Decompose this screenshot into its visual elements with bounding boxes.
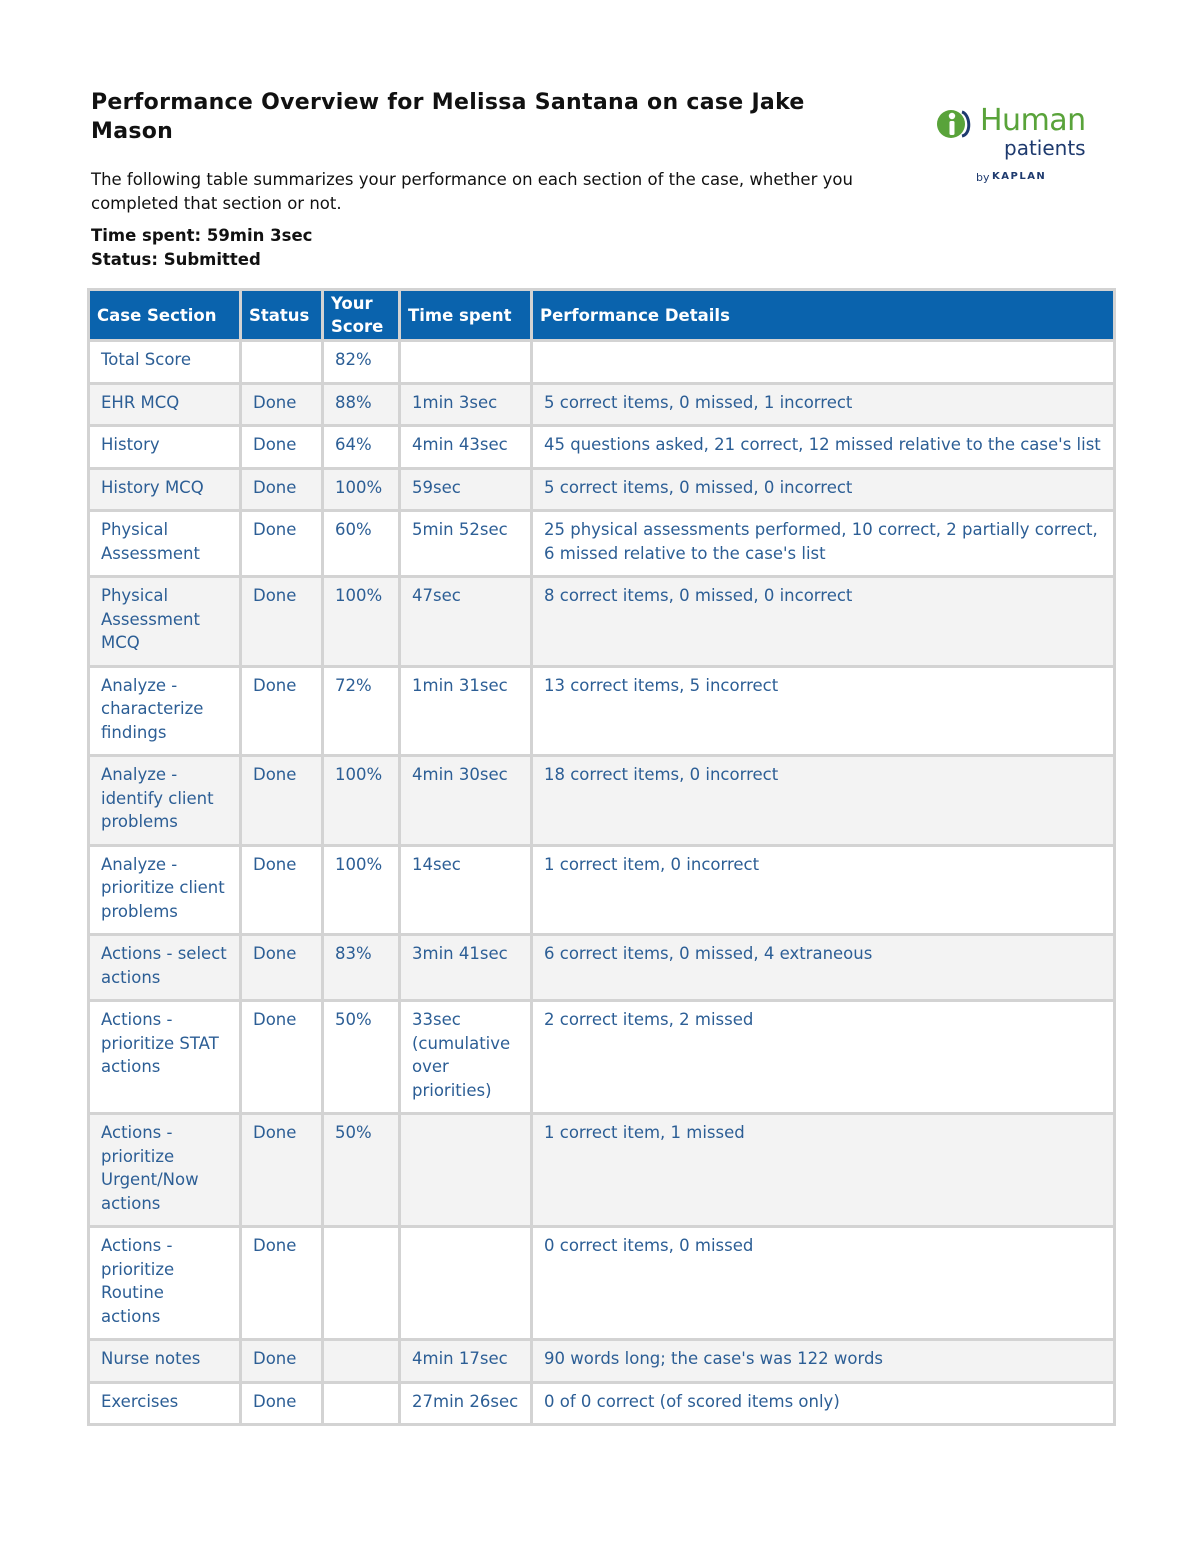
status-summary: Status: Submitted — [91, 250, 261, 269]
cell-details: 18 correct items, 0 incorrect — [532, 756, 1115, 846]
table-row — [89, 426, 1115, 469]
table-row — [89, 383, 1115, 426]
cell-score: 83% — [323, 935, 400, 1001]
cell-case-section: Analyze - identify client problems — [89, 756, 241, 846]
cell-time-spent — [400, 1114, 532, 1227]
logo-partner-text: KAPLAN — [992, 171, 1047, 182]
logo-by-text: by — [976, 171, 990, 184]
cell-status: Done — [241, 1114, 323, 1227]
cell-time-spent — [400, 341, 532, 384]
cell-case-section: Actions - prioritize Routine actions — [89, 1227, 241, 1340]
cell-details — [532, 341, 1115, 384]
cell-time-spent: 27min 26sec — [400, 1382, 532, 1425]
cell-status: Done — [241, 468, 323, 511]
cell-details: 0 correct items, 0 missed — [532, 1227, 1115, 1340]
cell-status: Done — [241, 666, 323, 756]
cell-score: 60% — [323, 511, 400, 577]
cell-time-spent: 47sec — [400, 577, 532, 667]
cell-details: 1 correct item, 0 incorrect — [532, 845, 1115, 935]
cell-time-spent: 5min 52sec — [400, 511, 532, 577]
cell-status: Done — [241, 756, 323, 846]
cell-status: Done — [241, 845, 323, 935]
cell-score: 88% — [323, 383, 400, 426]
performance-table — [87, 288, 1116, 1426]
table-row — [89, 511, 1115, 577]
cell-status: Done — [241, 511, 323, 577]
cell-case-section: Total Score — [89, 341, 241, 384]
table-row — [89, 845, 1115, 935]
cell-case-section: Analyze - prioritize client problems — [89, 845, 241, 935]
cell-case-section: Physical Assessment — [89, 511, 241, 577]
logo-brand-word: Human — [980, 103, 1086, 138]
cell-case-section: History — [89, 426, 241, 469]
cell-score: 72% — [323, 666, 400, 756]
cell-status: Done — [241, 383, 323, 426]
cell-status: Done — [241, 935, 323, 1001]
table-row — [89, 1001, 1115, 1114]
cell-time-spent: 3min 41sec — [400, 935, 532, 1001]
cell-score: 100% — [323, 577, 400, 667]
intro-text: The following table summarizes your performance on each section of the case, whether you completed that section or not. — [91, 170, 853, 213]
cell-details: 1 correct item, 1 missed — [532, 1114, 1115, 1227]
column-header-performance-details: Performance Details — [532, 290, 1115, 341]
column-header-case-section: Case Section — [89, 290, 241, 341]
cell-time-spent: 14sec — [400, 845, 532, 935]
cell-score — [323, 1227, 400, 1340]
cell-details: 5 correct items, 0 missed, 1 incorrect — [532, 383, 1115, 426]
cell-details: 8 correct items, 0 missed, 0 incorrect — [532, 577, 1115, 667]
cell-case-section: Nurse notes — [89, 1340, 241, 1383]
summary-meta — [91, 224, 312, 272]
cell-time-spent: 4min 43sec — [400, 426, 532, 469]
cell-details: 25 physical assessments performed, 10 correct, 2 partially correct, 6 missed relative to the case's list — [532, 511, 1115, 577]
cell-details: 45 questions asked, 21 correct, 12 missed relative to the case's list — [532, 426, 1115, 469]
cell-score — [323, 1382, 400, 1425]
cell-score — [323, 1340, 400, 1383]
cell-case-section: Actions - prioritize Urgent/Now actions — [89, 1114, 241, 1227]
cell-details: 6 correct items, 0 missed, 4 extraneous — [532, 935, 1115, 1001]
table-row — [89, 341, 1115, 384]
cell-status: Done — [241, 577, 323, 667]
table-header-row — [89, 290, 1115, 341]
cell-status: Done — [241, 1382, 323, 1425]
table-row — [89, 756, 1115, 846]
cell-time-spent: 4min 30sec — [400, 756, 532, 846]
cell-time-spent — [400, 1227, 532, 1340]
table-body — [89, 341, 1115, 1425]
cell-status — [241, 341, 323, 384]
table-row — [89, 1227, 1115, 1340]
table-row — [89, 935, 1115, 1001]
table-row — [89, 1114, 1115, 1227]
cell-case-section: Actions - prioritize STAT actions — [89, 1001, 241, 1114]
cell-score: 50% — [323, 1001, 400, 1114]
cell-status: Done — [241, 1227, 323, 1340]
cell-case-section: Physical Assessment MCQ — [89, 577, 241, 667]
cell-details: 2 correct items, 2 missed — [532, 1001, 1115, 1114]
cell-case-section: Exercises — [89, 1382, 241, 1425]
table-row — [89, 1340, 1115, 1383]
cell-time-spent: 4min 17sec — [400, 1340, 532, 1383]
cell-status: Done — [241, 1001, 323, 1114]
cell-details: 13 correct items, 5 incorrect — [532, 666, 1115, 756]
cell-score: 100% — [323, 756, 400, 846]
cell-details: 0 of 0 correct (of scored items only) — [532, 1382, 1115, 1425]
cell-status: Done — [241, 426, 323, 469]
cell-score: 100% — [323, 468, 400, 511]
cell-score: 64% — [323, 426, 400, 469]
person-mark-icon — [936, 104, 980, 144]
cell-case-section: History MCQ — [89, 468, 241, 511]
cell-time-spent: 1min 3sec — [400, 383, 532, 426]
column-header-time-spent: Time spent — [400, 290, 532, 341]
cell-details: 5 correct items, 0 missed, 0 incorrect — [532, 468, 1115, 511]
ihuman-patients-logo — [936, 100, 1116, 196]
cell-score: 100% — [323, 845, 400, 935]
cell-score: 50% — [323, 1114, 400, 1227]
column-header-your-score: Your Score — [323, 290, 400, 341]
cell-case-section: EHR MCQ — [89, 383, 241, 426]
cell-time-spent: 1min 31sec — [400, 666, 532, 756]
table-row — [89, 1382, 1115, 1425]
table-row — [89, 468, 1115, 511]
logo-sub-word: patients — [1004, 136, 1086, 160]
table-row — [89, 577, 1115, 667]
cell-score: 82% — [323, 341, 400, 384]
column-header-status: Status — [241, 290, 323, 341]
cell-status: Done — [241, 1340, 323, 1383]
page-title: Performance Overview for Melissa Santana on case Jake Mason — [91, 90, 805, 144]
cell-details: 90 words long; the case's was 122 words — [532, 1340, 1115, 1383]
cell-time-spent: 33sec (cumulative over priorities) — [400, 1001, 532, 1114]
cell-time-spent: 59sec — [400, 468, 532, 511]
cell-case-section: Actions - select actions — [89, 935, 241, 1001]
cell-case-section: Analyze - characterize findings — [89, 666, 241, 756]
time-spent-summary: Time spent: 59min 3sec — [91, 226, 313, 245]
table-row — [89, 666, 1115, 756]
